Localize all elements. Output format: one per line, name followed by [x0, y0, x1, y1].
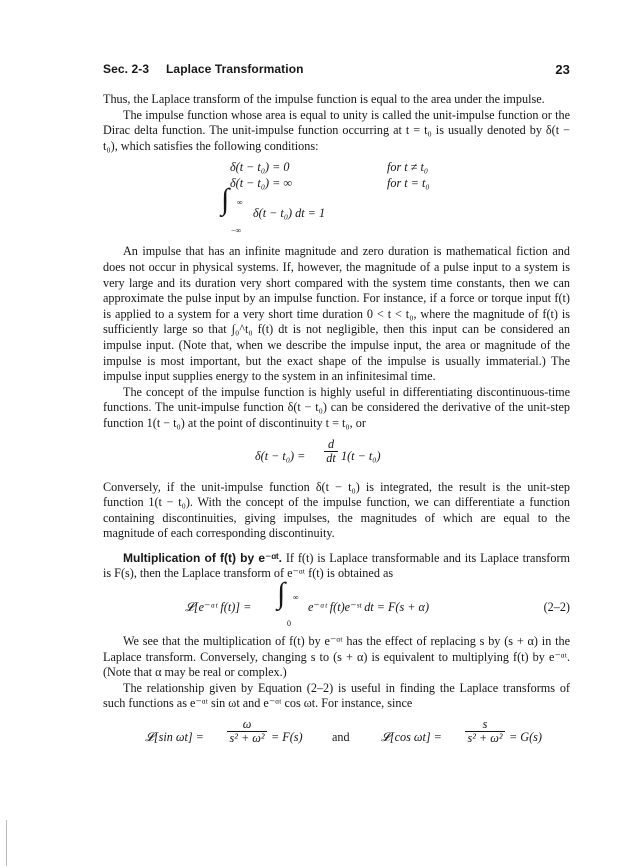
- derivative-equation: [103, 438, 570, 474]
- paragraph-8: The relationship given by Equation (2–2) is useful in finding the Laplace transforms of such functions as e⁻ᵅᵗ sin ωt and e⁻ᵅᵗ cos ωt. For instance, since: [103, 680, 570, 711]
- paragraph-3: An impulse that has an infinite magnitude and zero duration is mathematical fiction and does not occur in physical systems. If, however, the magnitude of a pulse input to a system is very large and its duration very short compared with the system time constants, then we can approximate the pulse input by an impulse function. For instance, if a force or torque input f(t) is applied to a system for a very short time duration 0 < t < t₀, where the magnitude of f(t) is sufficiently large so that ∫₀^t₀ f(t) dt is not negligible, then this input can be considered an impulse input. (Note that, when we describe the impulse input, the area or magnitude of the impulse is most important, but the exact shape of the impulse is usually immaterial.) The impulse input supplies energy to the system in an infinitesimal time.: [103, 244, 570, 384]
- equation-number: (2–2): [543, 600, 570, 615]
- derivative-numerator: d: [327, 436, 335, 451]
- derivative-rhs: 1(t − t₀): [341, 448, 381, 463]
- section-number: Sec. 2-3: [103, 62, 150, 76]
- paragraph-4: The concept of the impulse function is highly useful in differentiating discontinuous-time functions. The unit-impulse function δ(t − t₀) can be considered the derivative of the unit-step function 1(t − t₀) at the point of discontinuity t = t₀, or: [103, 384, 570, 430]
- paragraph-7: We see that the multiplication of f(t) by e⁻ᵅᵗ has the effect of replacing s by (s + α) in the Laplace transform. Conversely, changing s to (s + α) is equivalent to multiplying f(t) by e⁻ᵅᵗ. (Note that α may be real or complex.): [103, 634, 570, 680]
- paragraph-1: Thus, the Laplace transform of the impulse function is equal to the area under the impulse.: [103, 92, 545, 106]
- integral-body: δ(t − t₀) dt = 1: [253, 206, 326, 221]
- paragraph-2: The impulse function whose area is equal to unity is called the unit-impulse function or the Dirac delta function. The unit-impulse function occurring at t = t₀ is usually denoted by δ(t − t₀), which satisfies the following conditions:: [103, 107, 570, 153]
- integral-lower-limit: −∞: [231, 226, 242, 236]
- cos-fraction: [465, 718, 505, 745]
- derivative-lhs: δ(t − t₀) =: [255, 448, 306, 463]
- condition-2: [103, 176, 570, 192]
- subsection-heading: Multiplication of f(t) by e⁻ᵅᵗ.: [123, 550, 282, 565]
- sin-denominator: s² + ω²: [229, 731, 265, 746]
- derivative-fraction: [324, 438, 338, 465]
- equation-2-2-lhs: 𝓛[e⁻ᵅᵗ f(t)] =: [185, 600, 252, 615]
- condition-1-rhs: for t ≠ t₀: [387, 160, 429, 175]
- integral-sign: ∫: [221, 183, 230, 217]
- and-word: and: [332, 730, 350, 745]
- page-body: [103, 92, 570, 752]
- condition-2-rhs: for t = t₀: [387, 176, 430, 191]
- sin-transform-rhs: = F(s): [271, 730, 303, 745]
- cos-transform-lhs: 𝓛[cos ωt] =: [381, 730, 442, 745]
- integral-sign: ∫: [277, 577, 286, 611]
- cos-numerator: s: [482, 717, 488, 732]
- sin-transform-lhs: 𝓛[sin ωt] =: [145, 730, 204, 745]
- integral-lower-limit: 0: [287, 619, 291, 629]
- paragraph-5: Conversely, if the unit-impulse function δ(t − t₀) is integrated, the result is the unit-step function 1(t − t₀). With the concept of the impulse function, we can differentiate a function containing discontinuities, giving impulses, the magnitudes of which are equal to the magnitude of each corresponding discontinuity.: [103, 479, 570, 541]
- paragraph-6: [103, 551, 570, 582]
- page-number: 23: [555, 62, 570, 77]
- derivative-denominator: dt: [326, 450, 336, 465]
- page-edge-line: [6, 820, 7, 866]
- integral-upper-limit: ∞: [237, 198, 243, 208]
- sin-fraction: [227, 718, 267, 745]
- paragraph-6-text: If f(t) is Laplace transformable and its Laplace transform is F(s), then the Laplace transform of e⁻ᵅᵗ f(t) is obtained as: [103, 550, 570, 581]
- cos-denominator: s² + ω²: [467, 731, 503, 746]
- sin-cos-transforms: [103, 718, 570, 752]
- condition-2-lhs: δ(t − t₀) = ∞: [230, 176, 293, 191]
- section-title: Laplace Transformation: [166, 62, 304, 76]
- sin-numerator: ω: [242, 717, 252, 732]
- cos-transform-rhs: = G(s): [509, 730, 542, 745]
- condition-1: [103, 160, 570, 176]
- integral-upper-limit: ∞: [293, 593, 299, 603]
- equation-2-2-body: e⁻ᵅᵗ f(t)e⁻ˢᵗ dt = F(s + α): [308, 600, 430, 615]
- equation-2-2: [103, 577, 570, 629]
- condition-1-lhs: δ(t − t₀) = 0: [230, 160, 290, 175]
